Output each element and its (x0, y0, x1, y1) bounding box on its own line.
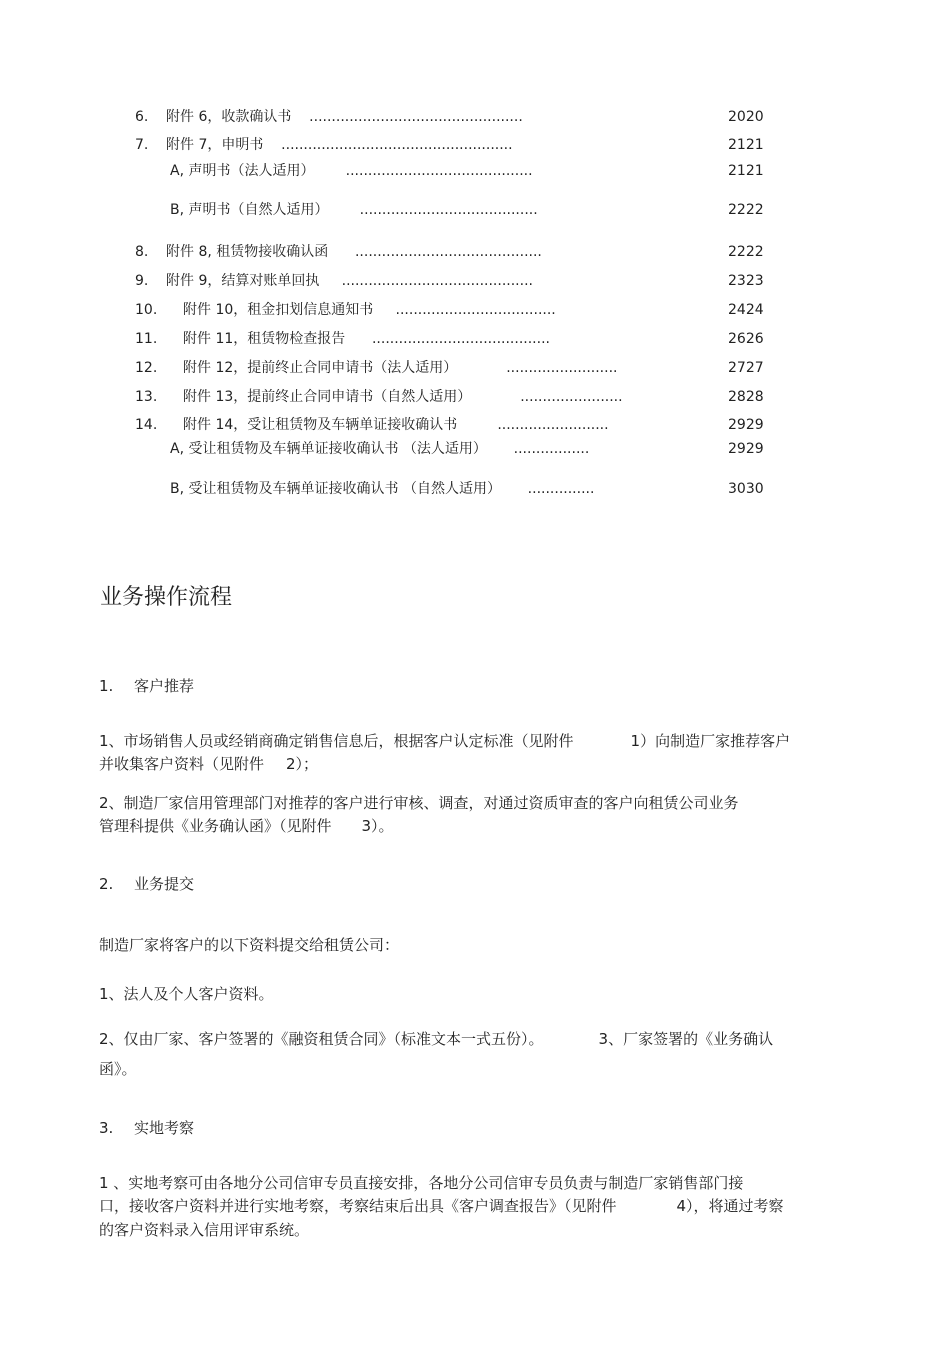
toc-page-number: 2121 (728, 137, 764, 153)
toc-entry[interactable] (183, 416, 609, 434)
toc-entry[interactable] (170, 440, 589, 458)
toc-page-number: 2626 (728, 331, 764, 347)
toc-label: B, 受让租赁物及车辆单证接收确认书 （自然人适用） (170, 481, 501, 497)
toc-dots: ................................................ (309, 109, 523, 125)
toc-label: 附件 12，提前终止合同申请书（法人适用） (183, 360, 458, 376)
paragraph (99, 730, 790, 752)
toc-dots: ........................................ (371, 331, 550, 347)
toc-page-number: 2727 (728, 360, 764, 376)
toc-page-number: 2828 (728, 389, 764, 405)
toc-label: 附件 8, 租赁物接收确认函 (166, 244, 329, 260)
text-run: 口，接收客户资料并进行实地考察，考察结束后出具《客户调查报告》（见附件 (99, 1197, 617, 1215)
text-run: 2、仅由厂家、客户签署的《融资租赁合同》（标准文本一式五份）。 (99, 1030, 544, 1048)
toc-dots: ............... (527, 481, 595, 497)
text-run: 3）。 (361, 817, 394, 835)
page-title: 业务操作流程 (100, 585, 233, 610)
toc-entry[interactable] (170, 201, 538, 219)
toc-dots: .................................... (395, 302, 556, 318)
toc-label: 附件 7，申明书 (166, 137, 264, 153)
text-run: 3、厂家签署的《业务确认 (598, 1030, 774, 1048)
paragraph (99, 753, 318, 775)
toc-entry[interactable] (183, 359, 617, 377)
text-run: 2、制造厂家信用管理部门对推荐的客户进行审核、调查，对通过资质审查的客户向租赁公司业务 (99, 794, 739, 812)
toc-dots: .......................................... (345, 163, 533, 179)
toc-dots: ....................... (520, 389, 623, 405)
paragraph: 1、法人及个人客户资料。 (99, 985, 274, 1003)
section-title: 实地考察 (134, 1119, 195, 1137)
toc-label: B, 声明书（自然人适用） (170, 202, 329, 218)
toc-number: 7. (135, 137, 149, 153)
toc-entry[interactable] (166, 272, 533, 290)
toc-page-number: 2121 (728, 163, 764, 179)
text-run: 管理科提供《业务确认函》（见附件 (99, 817, 332, 835)
toc-dots: ........................................ (359, 202, 538, 218)
toc-entry[interactable] (166, 108, 523, 126)
toc-label: 附件 9，结算对账单回执 (166, 273, 320, 289)
toc-number: 9. (135, 273, 149, 289)
toc-dots: .................................................... (281, 137, 513, 153)
toc-entry[interactable] (170, 480, 594, 498)
toc-label: 附件 6，收款确认书 (166, 109, 292, 125)
toc-dots: ................. (513, 441, 590, 457)
toc-number: 11. (135, 331, 158, 347)
toc-label: A, 受让租赁物及车辆单证接收确认书 （法人适用） (170, 441, 487, 457)
toc-page-number: 2020 (728, 109, 764, 125)
toc-entry[interactable] (166, 243, 542, 261)
toc-page-number: 2929 (728, 417, 764, 433)
text-run: 并收集客户资料（见附件 (99, 755, 265, 773)
toc-label: 附件 11，租赁物检查报告 (183, 331, 346, 347)
toc-number: 13. (135, 389, 158, 405)
toc-entry[interactable] (183, 301, 556, 319)
toc-number: 14. (135, 417, 158, 433)
section-number: 2. (99, 875, 114, 893)
toc-entry[interactable] (183, 388, 623, 406)
toc-number: 10. (135, 302, 158, 318)
paragraph: 函》。 (99, 1060, 137, 1078)
toc-entry[interactable] (183, 330, 550, 348)
toc-page-number: 2323 (728, 273, 764, 289)
text-run: 1）向制造厂家推荐客户 (630, 732, 791, 750)
toc-label: A, 声明书（法人适用） (170, 163, 315, 179)
text-run: 2）； (286, 755, 319, 773)
section-number: 3. (99, 1119, 114, 1137)
section-heading (99, 874, 194, 894)
paragraph (99, 1195, 784, 1217)
toc-entry[interactable] (170, 162, 533, 180)
toc-page-number: 2222 (728, 202, 764, 218)
toc-number: 12. (135, 360, 158, 376)
toc-label: 附件 10，租金扣划信息通知书 (183, 302, 374, 318)
section-number: 1. (99, 677, 114, 695)
text-run: 4），将通过考察 (676, 1197, 784, 1215)
toc-page-number: 2929 (728, 441, 764, 457)
paragraph: 制造厂家将客户的以下资料提交给租赁公司： (99, 936, 400, 954)
paragraph (99, 792, 739, 814)
toc-dots: ........................................... (341, 273, 533, 289)
toc-page-number: 3030 (728, 481, 764, 497)
toc-page-number: 2424 (728, 302, 764, 318)
section-heading (99, 676, 194, 696)
section-title: 业务提交 (134, 875, 195, 893)
toc-number: 8. (135, 244, 149, 260)
toc-page-number: 2222 (728, 244, 764, 260)
toc-number: 6. (135, 109, 149, 125)
paragraph (99, 815, 394, 837)
section-title: 客户推荐 (134, 677, 195, 695)
toc-dots: .......................................... (354, 244, 542, 260)
toc-label: 附件 14，受让租赁物及车辆单证接收确认书 (183, 417, 458, 433)
paragraph: 的客户资料录入信用评审系统。 (99, 1221, 310, 1239)
toc-label: 附件 13，提前终止合同申请书（自然人适用） (183, 389, 472, 405)
toc-entry[interactable] (166, 136, 513, 154)
paragraph (99, 1028, 773, 1050)
toc-dots: ......................... (506, 360, 618, 376)
toc-dots: ......................... (497, 417, 609, 433)
section-heading (99, 1118, 194, 1138)
text-run: 1、市场销售人员或经销商确定销售信息后，根据客户认定标准（见附件 (99, 732, 574, 750)
paragraph: 1 、实地考察可由各地分公司信审专员直接安排，各地分公司信审专员负责与制造厂家销售部门接 (99, 1174, 744, 1192)
